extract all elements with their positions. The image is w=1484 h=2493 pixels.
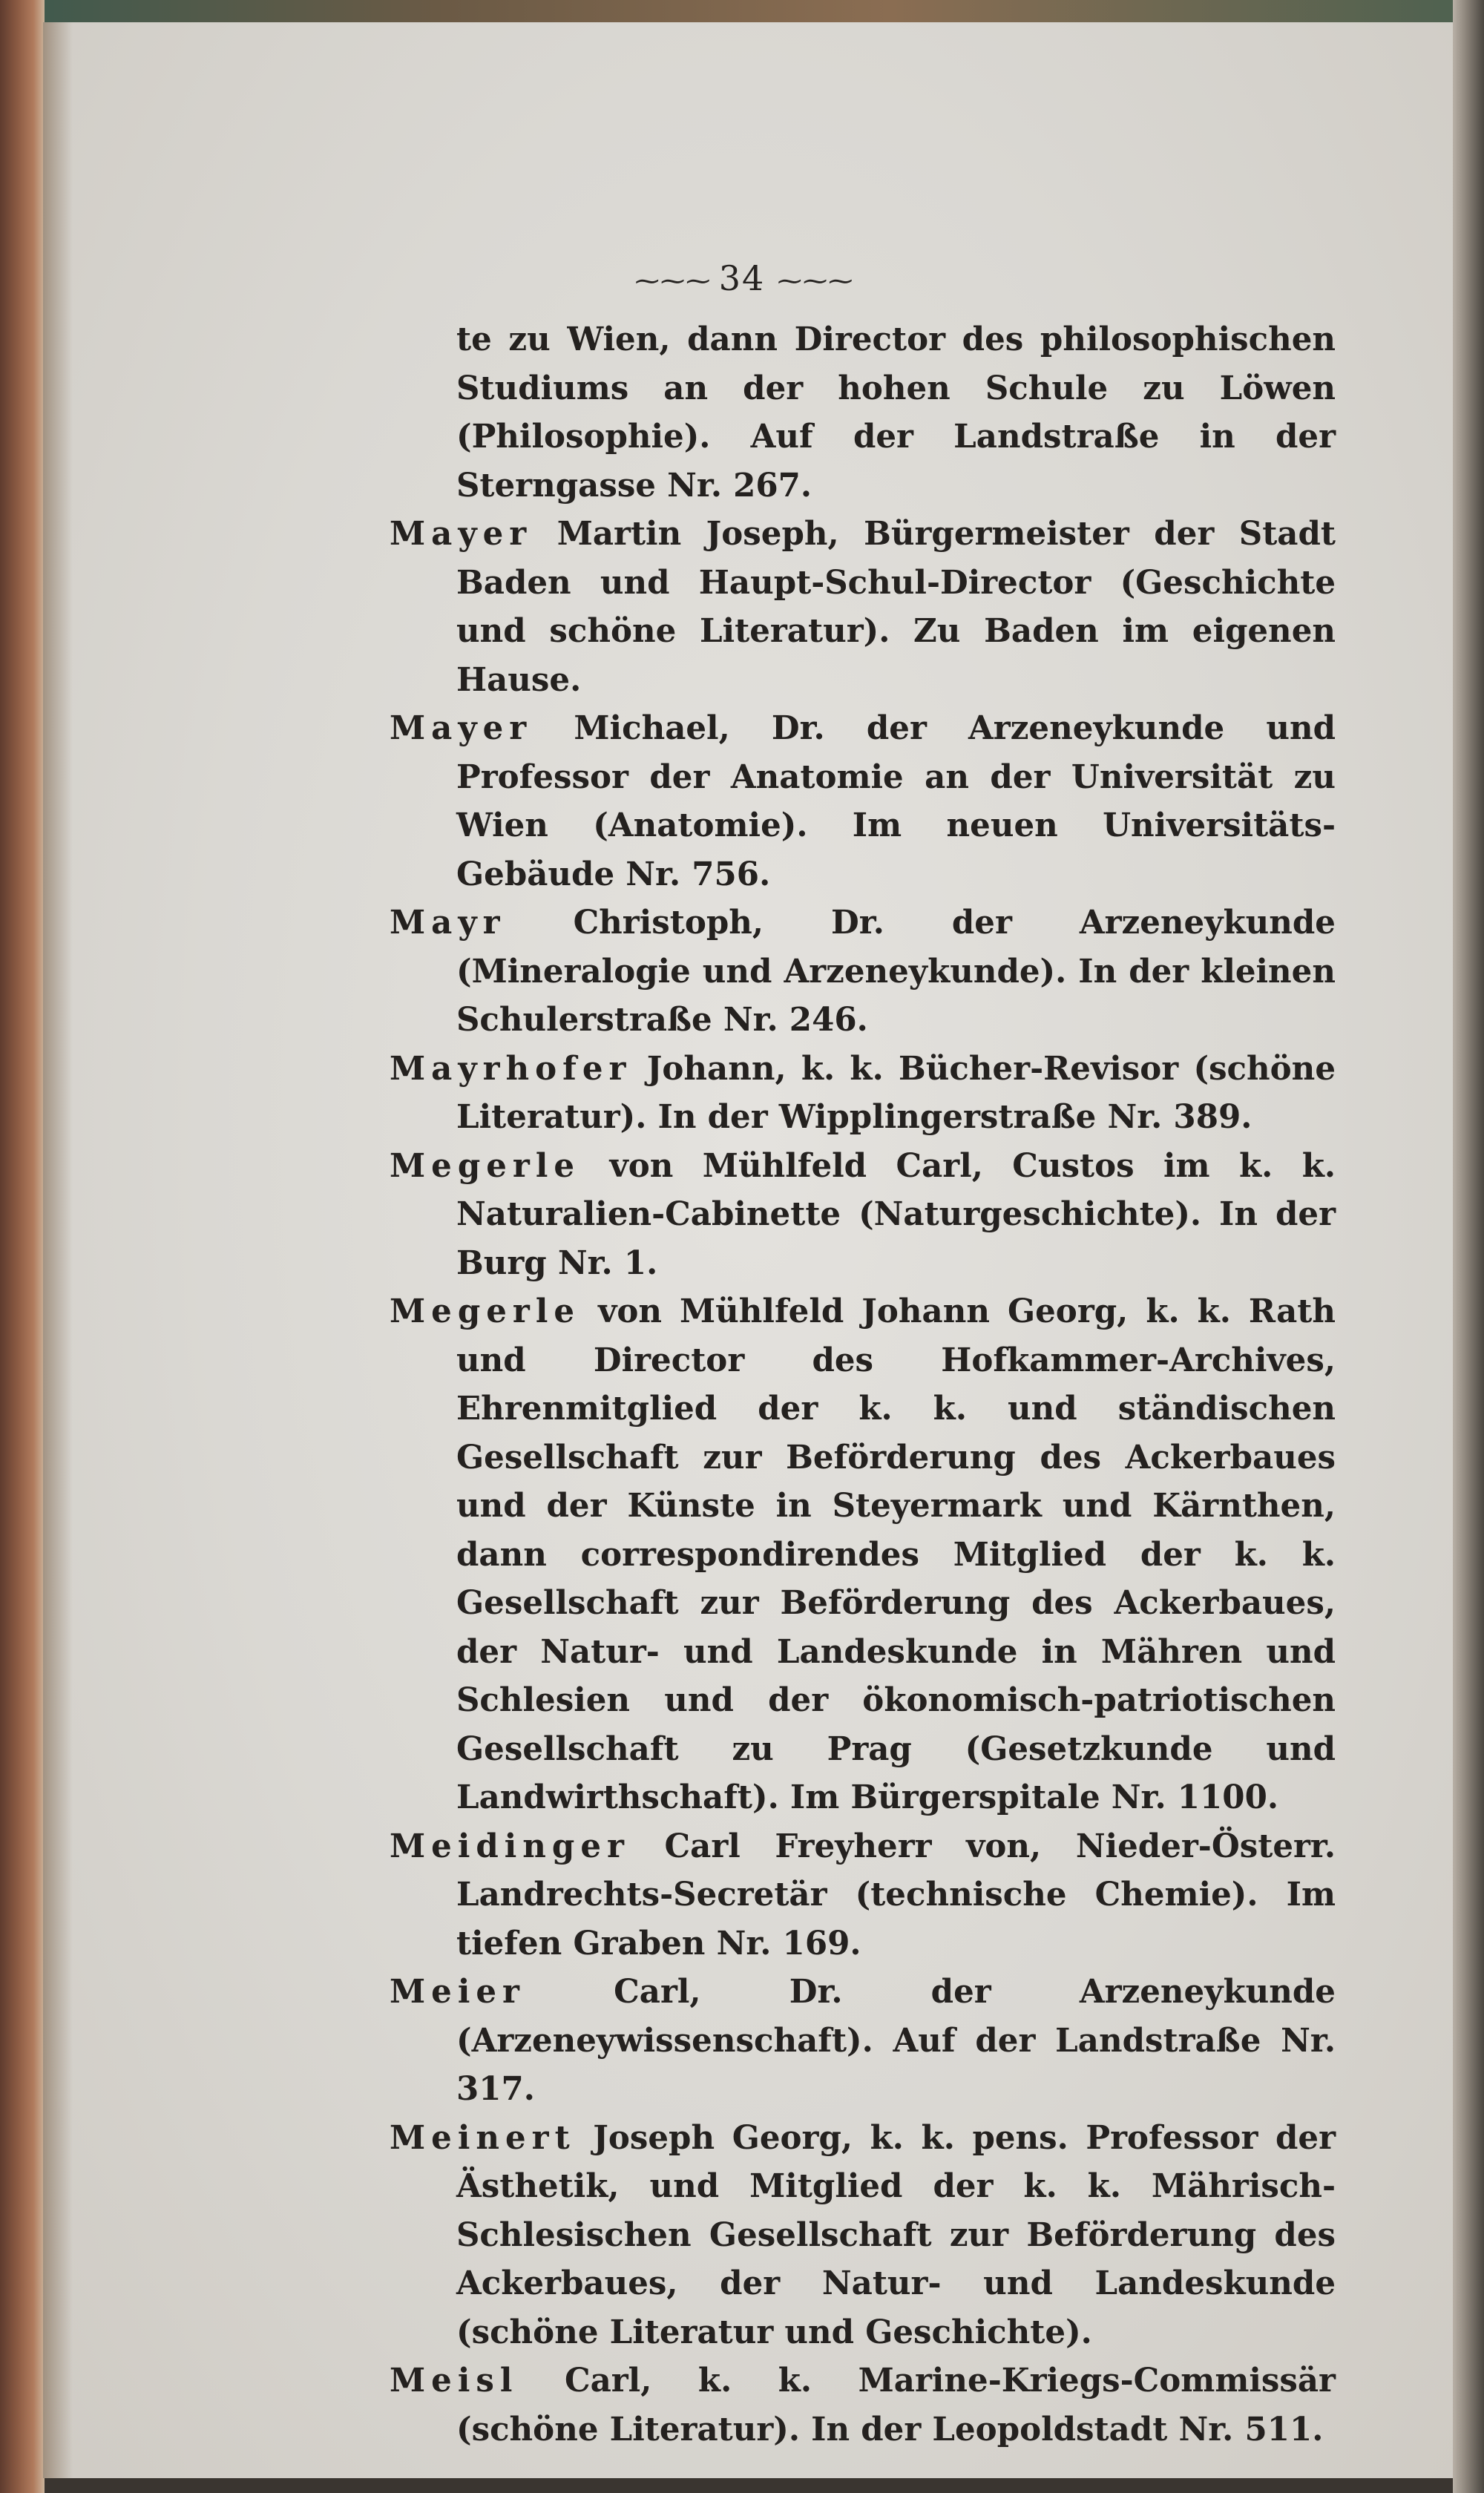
gutter-shadow: [43, 22, 73, 2478]
directory-entry: [390, 1968, 1336, 2114]
directory-entry: [390, 1822, 1336, 1968]
entry-text: Joseph Georg, k. k. pens. Professor der Ästhetik, und Mitglied der k. k. Mährisch-Schlesischen Gesellschaft zur Beförderung des Ackerbaues, der Natur- und Landeskunde (schöne Literatur und Geschichte).: [456, 2118, 1336, 2351]
directory-entry: [390, 2114, 1336, 2357]
directory-entry: [390, 1045, 1336, 1142]
entry-surname: Mayer: [390, 709, 533, 747]
entry-text: Michael, Dr. der Arzeneykunde und Professor der Anatomie an der Universität zu Wien (Anatomie). Im neuen Universitäts-Gebäude Nr. 756.: [456, 709, 1336, 893]
entry-surname: Mayer: [390, 515, 533, 553]
book-spine: [0, 0, 45, 2493]
directory-entry: [390, 1142, 1336, 1288]
entry-text: Carl Freyherr von, Nieder-Österr. Landrechts-Secretär (technische Chemie). Im tiefen Graben Nr. 169.: [456, 1827, 1336, 1962]
page-fore-edge: [1453, 0, 1484, 2493]
entry-surname: Meier: [390, 1973, 525, 2011]
entry-surname: Meidinger: [390, 1827, 630, 1865]
directory-entry: [390, 2356, 1336, 2454]
entry-text: te zu Wien, dann Director des philosophischen Studiums an der hohen Schule zu Löwen (Philosophie). Auf der Landstraße in der Sterngasse Nr. 267.: [456, 321, 1336, 505]
directory-entry: [390, 1287, 1336, 1822]
entry-text: Johann, k. k. Bücher-Revisor (schöne Literatur). In der Wipplingerstraße Nr. 389.: [456, 1049, 1336, 1136]
entry-surname: Meinert: [390, 2118, 576, 2157]
entry-surname: Mayr: [390, 904, 506, 942]
entry-surname: Megerle: [390, 1293, 581, 1330]
entry-text: Carl, k. k. Marine-Kriegs-Commissär (schöne Literatur). In der Leopoldstadt Nr. 511.: [456, 2362, 1336, 2448]
entry-surname: Meisl: [390, 2362, 519, 2400]
entry-continuation: [390, 315, 1336, 510]
entry-text: Carl, Dr. der Arzeneykunde (Arzeneywissenschaft). Auf der Landstraße Nr. 317.: [456, 1973, 1336, 2108]
entry-text: von Mühlfeld Carl, Custos im k. k. Naturalien-Cabinette (Naturgeschichte). In der Burg Nr. 1.: [456, 1146, 1336, 1282]
page-header: [0, 258, 1484, 298]
entry-surname: Megerle: [390, 1146, 581, 1185]
entry-text: Martin Joseph, Bürgermeister der Stadt Baden und Haupt-Schul-Director (Geschichte und schöne Literatur). Zu Baden im eigenen Hause.: [456, 515, 1336, 699]
page-number: 34: [718, 258, 766, 298]
directory-entry: [390, 510, 1336, 704]
ornament-left: ∼∼∼: [632, 266, 709, 296]
entry-surname: Mayrhofer: [390, 1049, 632, 1088]
ornament-right: ∼∼∼: [775, 266, 852, 296]
entry-text: Christoph, Dr. der Arzeneykunde (Mineralogie und Arzeneykunde). In der kleinen Schulerstraße Nr. 246.: [456, 904, 1336, 1039]
directory-entry: [390, 704, 1336, 899]
directory-text: [390, 315, 1336, 2454]
directory-entry: [390, 899, 1336, 1045]
entry-text: von Mühlfeld Johann Georg, k. k. Rath und Director des Hofkammer-Archives, Ehrenmitglied der k. k. und ständischen Gesellschaft zur Beförderung des Ackerbaues und der Künste in Steyermark und Kärnthen, dann correspondirendes Mitglied der k. k. Gesellschaft zur Beförderung des Ackerbaues, der Natur- und Landeskunde in Mähren und Schlesien und der ökonomisch-patriotischen Gesellschaft zu Prag (Gesetzkunde und Landwirthschaft). Im Bürgerspitale Nr. 1100.: [456, 1293, 1336, 1816]
book-cover-edge-top: [0, 0, 1484, 25]
